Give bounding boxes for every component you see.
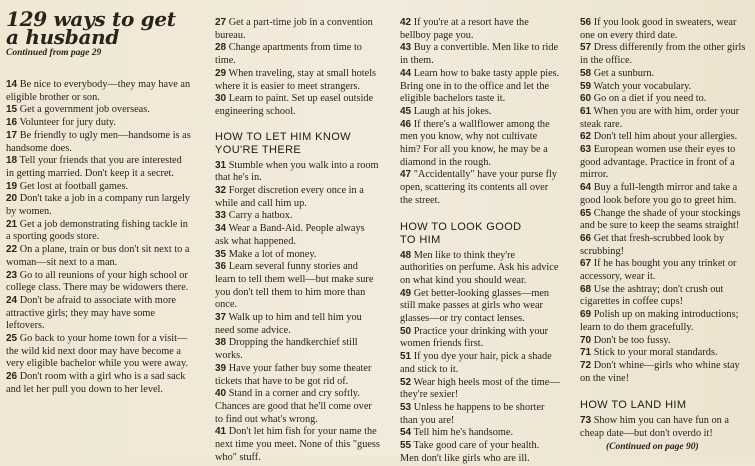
list-item	[4, 104, 192, 117]
section-heading	[215, 131, 380, 157]
list-item	[4, 155, 192, 180]
item-text: Wear a Band-Aid. People always ask what happened.	[215, 223, 365, 247]
list-item	[213, 210, 380, 223]
list-item	[578, 81, 750, 94]
item-number: 38	[215, 337, 227, 349]
item-number: 55	[400, 440, 412, 452]
item-number: 51	[400, 351, 412, 363]
list-item	[213, 17, 380, 42]
column-3	[398, 17, 560, 464]
item-number: 18	[6, 155, 18, 167]
item-text: Use the ashtray; don't crush out cigarettes in coffee cups!	[580, 283, 724, 308]
item-text: Go on a diet if you need to.	[593, 93, 707, 105]
item-number: 31	[215, 159, 227, 171]
item-text: If he has bought you any trinket or accessory, wear it.	[580, 258, 737, 283]
list-item	[213, 249, 380, 262]
item-number: 61	[580, 105, 592, 117]
list-item	[578, 93, 750, 106]
list-item	[213, 388, 380, 426]
item-text: Get that fresh-scrubbed look by scrubbing!	[580, 232, 725, 257]
item-number: 63	[580, 144, 592, 156]
item-text: Get lost at football games.	[19, 180, 129, 192]
item-text: Forget discretion every once in a while and call him up.	[215, 185, 364, 209]
item-text: Get a government job overseas.	[19, 104, 150, 116]
item-text: Make a lot of money.	[228, 248, 317, 260]
item-number: 57	[580, 42, 592, 54]
list-item	[213, 185, 380, 210]
list-item	[398, 106, 560, 119]
item-number: 59	[580, 80, 592, 92]
item-text: Watch your vocabulary.	[593, 80, 692, 92]
list-item	[398, 42, 560, 67]
list-item	[398, 68, 560, 106]
item-text: Stick to your moral standards.	[593, 347, 718, 359]
list-item	[578, 144, 750, 182]
item-text: Practice your drinking with your women friends first.	[400, 325, 549, 350]
item-text: Take good care of your health. Men don't like girls who are ill.	[400, 440, 540, 464]
item-text: When traveling, stay at small hotels where it is easier to meet strangers.	[215, 67, 377, 92]
item-text: Get better-looking glasses—men still make passes at girls who wear glasses—or try contact lenses.	[400, 287, 550, 325]
item-text: Get a job demonstrating fishing tackle in a sporting goods store.	[6, 218, 188, 243]
list-item	[398, 326, 560, 351]
item-number: 62	[580, 131, 592, 143]
column-4	[578, 17, 750, 457]
list-item	[213, 68, 380, 93]
list-item	[213, 93, 380, 118]
item-number: 37	[215, 312, 227, 324]
item-number: 17	[6, 129, 18, 141]
list-item	[4, 79, 192, 104]
list-item	[213, 42, 380, 67]
list-item	[213, 261, 380, 312]
list-item	[4, 333, 192, 371]
item-number: 56	[580, 17, 592, 28]
list-item	[398, 351, 560, 376]
list-item	[578, 106, 750, 131]
list-item	[578, 233, 750, 258]
item-number: 53	[400, 401, 412, 413]
heading-line-2: YOU'RE THERE	[215, 143, 302, 156]
item-number: 48	[400, 249, 412, 261]
article-title	[6, 7, 192, 49]
item-text: Laugh at his jokes.	[413, 105, 492, 117]
list-item	[578, 284, 750, 309]
item-text: "Accidentally" have your purse fly open, scattering its contents all over the street.	[400, 169, 558, 206]
item-text: Get a part-time job in a convention bureau.	[215, 17, 373, 41]
list-item	[578, 182, 750, 207]
item-text: If you're at a resort have the bellboy page you.	[400, 17, 529, 41]
item-number: 60	[580, 93, 592, 105]
item-number: 58	[580, 67, 592, 79]
item-text: Be friendly to ugly men—handsome is as handsome does.	[6, 129, 191, 154]
item-text: Stumble when you walk into a room that he's in.	[215, 159, 379, 184]
section-heading: HOW TO LAND HIM	[580, 399, 687, 412]
item-number: 16	[6, 117, 18, 129]
heading-line-2: TO HIM	[400, 233, 441, 246]
list-item	[213, 160, 380, 185]
item-number: 14	[6, 79, 18, 90]
item-text: On a plane, train or bus don't sit next to a woman—sit next to a man.	[6, 244, 190, 268]
item-text: Wear high heels most of the time—they're sexier!	[400, 376, 560, 401]
item-text: Have your father buy some theater tickets that have to be got rid of.	[215, 362, 372, 387]
list-item	[213, 312, 380, 337]
list-item	[398, 288, 560, 326]
item-text: If you look good in sweaters, wear one on every third date.	[580, 17, 737, 41]
item-list	[398, 17, 560, 208]
item-number: 35	[215, 248, 227, 260]
list-item	[398, 402, 560, 427]
item-number: 28	[215, 42, 227, 54]
item-number: 23	[6, 269, 18, 281]
item-number: 43	[400, 42, 412, 54]
list-item	[398, 440, 560, 465]
item-number: 15	[6, 104, 18, 116]
item-text: Don't whine—girls who whine stay on the vine!	[580, 359, 740, 384]
list-item	[398, 377, 560, 402]
list-item	[398, 250, 560, 288]
item-text: Stand in a corner and cry softly. Chances are good that he'll come over to find out what's wrong.	[215, 388, 372, 425]
list-item	[578, 360, 750, 385]
item-text: Volunteer for jury duty.	[19, 117, 116, 129]
item-number: 39	[215, 362, 227, 374]
list-item	[578, 68, 750, 81]
item-number: 72	[580, 359, 592, 371]
item-text: Learn to paint. Set up easel outside engineering school.	[215, 93, 374, 117]
item-number: 41	[215, 426, 227, 438]
item-text: If you dye your hair, pick a shade and stick to it.	[400, 351, 552, 375]
item-text: Don't room with a girl who is a sad sack and let her pull you down to her level.	[6, 371, 186, 395]
item-number: 64	[580, 182, 592, 194]
item-number: 33	[215, 210, 227, 222]
item-number: 44	[400, 67, 412, 79]
section-heading	[400, 221, 560, 247]
list-item	[578, 258, 750, 283]
item-number: 65	[580, 207, 592, 219]
item-number: 47	[400, 169, 412, 181]
item-number: 73	[580, 415, 592, 427]
column-1	[4, 7, 192, 457]
item-text: Get a sunburn.	[593, 67, 655, 79]
column-2	[213, 17, 380, 463]
item-text: Learn several funny stories and learn to tell them well—but make sure you don't tell them to him more than once.	[215, 261, 374, 311]
item-list	[578, 17, 750, 385]
item-number: 40	[215, 388, 227, 400]
item-number: 50	[400, 325, 412, 337]
item-list	[213, 17, 380, 119]
item-number: 25	[6, 333, 18, 345]
item-number: 71	[580, 347, 592, 359]
list-item	[578, 208, 750, 233]
list-item	[398, 17, 560, 42]
item-text: Men like to think they're authorities on perfume. Ask his advice on what kind you should wear.	[400, 249, 559, 286]
item-text: Go back to your home town for a visit—the wild kid next door may have become a very eligible bachelor while you were away.	[6, 333, 189, 370]
item-number: 30	[215, 93, 227, 105]
item-text: Polish up on making introductions; learn to do them gracefully.	[580, 309, 739, 333]
list-item	[398, 119, 560, 170]
spacer	[4, 58, 192, 79]
item-text: Buy a full-length mirror and take a good look before you go to greet him.	[580, 182, 738, 206]
item-number: 29	[215, 67, 227, 79]
list-item	[398, 427, 560, 440]
item-number: 32	[215, 185, 227, 197]
item-text: Dropping the handkerchief still works.	[215, 337, 358, 362]
item-number: 70	[580, 334, 592, 346]
item-text: Don't be too fussy.	[593, 334, 671, 346]
item-text: European women use their eyes to good advantage. Practice in front of a mirror.	[580, 144, 736, 181]
item-number: 21	[6, 218, 18, 230]
item-text: Change the shade of your stockings and be sure to keep the seams straight!	[580, 207, 741, 232]
continued-on-note: (Continued on page 90)	[606, 441, 699, 452]
item-number: 45	[400, 105, 412, 117]
item-text: Be nice to everybody—they may have an eligible brother or son.	[6, 79, 191, 103]
list-item	[4, 117, 192, 130]
list-item	[578, 309, 750, 334]
item-text: If there's a wallflower among the men you know, why not cultivate him? For all you know, he may be a diamond in the rough.	[400, 118, 550, 168]
heading-line-1: HOW TO LOOK GOOD	[400, 220, 522, 233]
item-text: Tell him he's handsome.	[413, 427, 514, 439]
list-item	[4, 181, 192, 194]
list-item	[4, 130, 192, 155]
item-text: Don't let him fish for your name the next time you meet. None of this "guess who" stuff.	[215, 426, 380, 463]
list-item	[4, 193, 192, 218]
item-number: 42	[400, 17, 412, 28]
list-item	[578, 42, 750, 67]
item-number: 36	[215, 261, 227, 273]
list-item	[578, 131, 750, 144]
item-text: Show him you can have fun on a cheap date—but don't overdo it!	[580, 415, 729, 440]
title-line-1: 129 ways to get	[6, 7, 176, 31]
list-item	[4, 270, 192, 295]
list-item	[4, 244, 192, 269]
item-text: Go to all reunions of your high school or college class. There may be widowers there.	[6, 269, 189, 294]
item-text: Buy a convertible. Men like to ride in them.	[400, 42, 559, 67]
item-text: Learn how to bake tasty apple pies. Bring one in to the office and let the eligible bachelors taste it.	[400, 67, 560, 105]
list-item	[578, 17, 750, 42]
item-number: 22	[6, 244, 18, 256]
title-line-2: a husband	[6, 25, 120, 49]
item-text: Don't take a job in a company run largely by women.	[6, 193, 191, 218]
item-list	[578, 415, 750, 440]
item-text: Walk up to him and tell him you need some advice.	[215, 312, 362, 336]
list-item	[213, 223, 380, 248]
item-number: 68	[580, 283, 592, 295]
item-number: 52	[400, 376, 412, 388]
list-item	[213, 426, 380, 464]
continued-from-note: Continued from page 29	[6, 48, 102, 58]
list-item	[4, 295, 192, 333]
list-item	[578, 335, 750, 348]
item-text: Change apartments from time to time.	[215, 42, 362, 67]
item-number: 26	[6, 371, 18, 383]
list-item	[398, 169, 560, 207]
item-list	[4, 79, 192, 397]
item-text: Unless he happens to be shorter than you are!	[400, 401, 545, 426]
list-item	[4, 371, 192, 396]
item-number: 54	[400, 427, 412, 439]
item-list	[398, 250, 560, 466]
item-text: Don't tell him about your allergies.	[593, 131, 738, 143]
item-text: Tell your friends that you are interested in getting married. Don't keep it a secret.	[6, 155, 182, 179]
list-item	[578, 347, 750, 360]
item-list	[213, 160, 380, 465]
heading-line-1: HOW TO LET HIM KNOW	[215, 130, 351, 143]
item-number: 49	[400, 287, 412, 299]
list-item	[213, 337, 380, 362]
item-number: 67	[580, 258, 592, 270]
item-number: 66	[580, 232, 592, 244]
list-item	[213, 363, 380, 388]
item-text: Carry a hatbox.	[228, 210, 293, 222]
item-number: 27	[215, 17, 227, 28]
item-number: 46	[400, 118, 412, 130]
item-number: 24	[6, 294, 18, 306]
item-text: Don't be afraid to associate with more attractive girls; they may have some leftovers.	[6, 294, 176, 332]
item-number: 19	[6, 180, 18, 192]
item-text: When you are with him, order your steak rare.	[580, 105, 740, 130]
item-number: 69	[580, 309, 592, 321]
item-number: 34	[215, 223, 227, 235]
list-item	[4, 219, 192, 244]
item-text: Dress differently from the other girls in the office.	[580, 42, 746, 67]
item-number: 20	[6, 193, 18, 205]
list-item	[578, 415, 750, 440]
